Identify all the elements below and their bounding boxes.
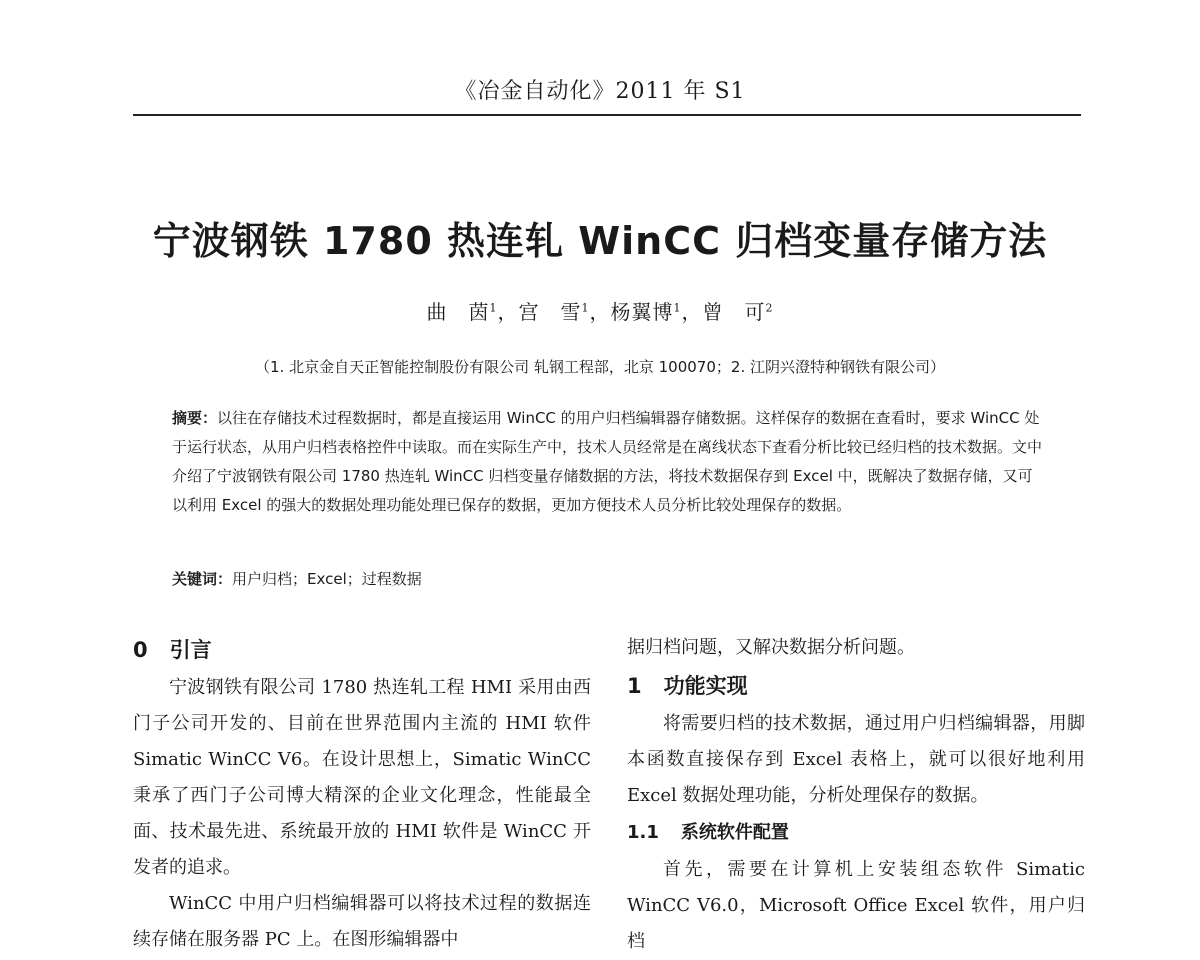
keywords xyxy=(172,566,1042,592)
subsection-number: 1.1 xyxy=(627,822,659,843)
section-heading-implementation xyxy=(627,666,1085,706)
section-number: 0 xyxy=(133,638,148,662)
author: 曲 茵$^1$ xyxy=(426,300,498,324)
right-column xyxy=(627,630,1085,960)
abstract-text: 以往在存储技术过程数据时，都是直接运用 WinCC 的用户归档编辑器存储数据。这样保存的数据在查看时，要求 WinCC 处于运行状态，从用户归档表格控件中读取。而在实际生产中，技术人员经常是在离线状态下查看分析比较已经归档的技术数据。文中介绍了宁波钢铁有限公司 1780 热连轧 WinCC 归档变量存储数据的方法，将技术数据保存到 Excel 中，既解决了数据存储，又可以利用 Excel 的强大的数据处理功能处理已保存的数据，更加方便技术人员分析比较处理保存的数据。 xyxy=(172,409,1043,514)
keywords-text: 用户归档；Excel；过程数据 xyxy=(232,570,422,588)
author: 宫 雪$^1$ xyxy=(518,300,590,324)
paper-title: 宁波钢铁 1780 热连轧 WinCC 归档变量存储方法 xyxy=(152,219,1048,263)
paragraph: 首先，需要在计算机上安装组态软件 Simatic WinCC V6.0，Microsoft Office Excel 软件，用户归档 xyxy=(627,859,1085,952)
paragraph: WinCC 中用户归档编辑器可以将技术过程的数据连续存储在服务器 PC 上。在图形编辑器中 xyxy=(133,893,591,950)
paragraph-continuation: 据归档问题，又解决数据分析问题。 xyxy=(627,637,915,658)
affiliation: （1. 北京金自天正智能控制股份有限公司 轧钢工程部，北京 100070；2. 江阴兴澄特种钢铁有限公司） xyxy=(255,358,945,376)
author: 曾 可$^2$ xyxy=(702,300,774,324)
subsection-title: 系统软件配置 xyxy=(680,822,789,843)
section-title: 功能实现 xyxy=(663,674,748,698)
subsection-heading-software-config xyxy=(627,814,1085,852)
author: 杨翼博$^1$ xyxy=(610,300,682,324)
header-divider xyxy=(133,114,1081,116)
journal-header: 《冶金自动化》2011 年 S1 xyxy=(454,79,746,104)
paragraph: 将需要归档的技术数据，通过用户归档编辑器，用脚本函数直接保存到 Excel 表格上，就可以很好地利用 Excel 数据处理功能，分析处理保存的数据。 xyxy=(627,713,1085,806)
abstract-label: 摘要： xyxy=(172,409,218,427)
abstract xyxy=(172,404,1042,520)
paragraph: 宁波钢铁有限公司 1780 热连轧工程 HMI 采用由西门子公司开发的、目前在世界范围内主流的 HMI 软件 Simatic WinCC V6。在设计思想上，Simatic WinCC 秉承了西门子公司博大精深的企业文化理念，性能最全面、技术最先进、系统最开放的 HMI 软件是 WinCC 开发者的追求。 xyxy=(133,677,591,878)
left-column xyxy=(133,630,591,958)
section-number: 1 xyxy=(627,674,642,698)
section-title: 引言 xyxy=(169,638,212,662)
section-heading-introduction xyxy=(133,630,591,670)
author-list: 曲 茵$^1$，宫 雪$^1$，杨翼博$^1$，曾 可$^2$ xyxy=(426,300,774,324)
keywords-label: 关键词： xyxy=(172,570,233,588)
